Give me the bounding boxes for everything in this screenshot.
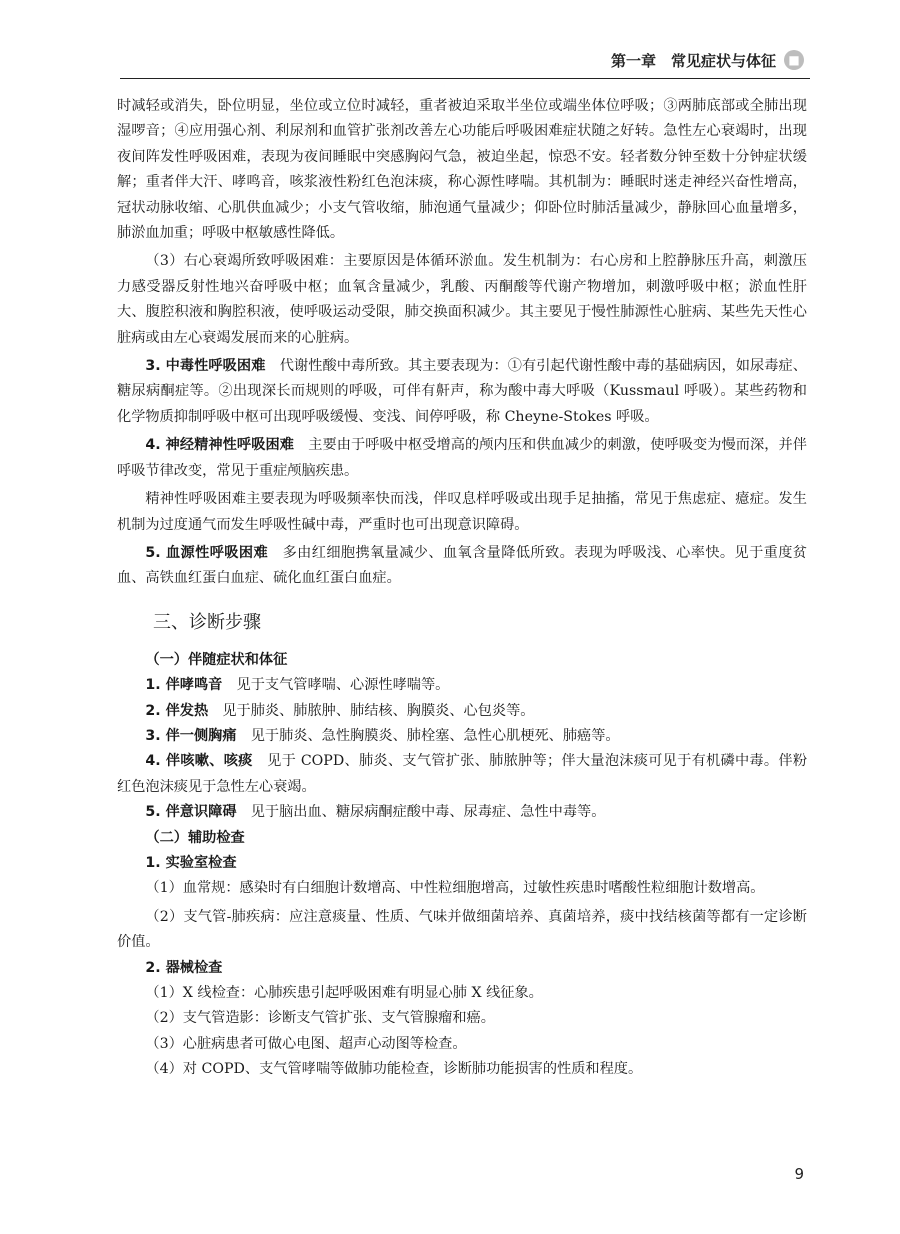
list-item: [117, 724, 807, 749]
paragraph-right-heart-failure: （3）右心衰竭所致呼吸困难：主要原因是体循环淤血。发生机制为：右心房和上腔静脉压升高，刺激压力感受器反射性地兴奋呼吸中枢；血氧含量减少，乳酸、丙酮酸等代谢产物增加，刺激呼吸中枢；淤血性肝大、腹腔积液和胸腔积液，使呼吸运动受限，肺交换面积减少。其主要见于慢性肺源性心脏病、某些先天性心脏病或由左心衰竭发展而来的心脏病。: [117, 253, 807, 346]
device-item-ecg: （3）心脏病患者可做心电图、超声心动图等检查。: [145, 1035, 467, 1052]
page-number: 9: [794, 1165, 804, 1183]
term-hematogenous-dyspnea: 血源性呼吸困难: [165, 544, 269, 561]
term-number: 4.: [145, 437, 166, 454]
device-exam-heading: [117, 956, 807, 981]
device-item-bronchography: （2）支气管造影：诊断支气管扩张、支气管腺瘤和癌。: [145, 1010, 495, 1027]
item-term: 伴一侧胸痛: [165, 727, 237, 744]
lab-exam-heading-text: 1. 实验室检查: [145, 854, 237, 871]
paragraph-left-heart-continued: 时减轻或消失，卧位明显，坐位或立位时减轻，重者被迫采取半坐位或端坐体位呼吸；③两肺底部或全肺出现湿啰音；④应用强心剂、利尿剂和血管扩张剂改善左心功能后呼吸困难症状随之好转。急性左心衰竭时，出现夜间阵发性呼吸困难，表现为夜间睡眠中突感胸闷气急，被迫坐起，惊恐不安。轻者数分钟至数十分钟症状缓解；重者伴大汗、哮鸣音，咳浆液性粉红色泡沫痰，称心源性哮喘。其机制为：睡眠时迷走神经兴奋性增高，冠状动脉收缩、心肌供血减少；小支气管收缩，肺泡通气量减少；仰卧位时肺活量减少，静脉回心血量增多，肺淤血加重；呼吸中枢敏感性降低。: [117, 98, 807, 242]
term-number: 5.: [145, 544, 166, 561]
device-item-xray: （1）X 线检查：心肺疾患引起呼吸困难有明显心肺 X 线征象。: [145, 985, 543, 1001]
item-text: 见于 COPD、肺炎、支气管扩张、肺脓肿等；伴大量泡沫痰可见于有机磷中毒。伴粉红色泡沫痰见于急性左心衰竭。: [117, 753, 808, 795]
paragraph-hematogenous-dyspnea: [117, 541, 807, 592]
paragraph-neuropsychiatric-dyspnea: [117, 433, 807, 484]
item-term: 伴哮鸣音: [165, 677, 223, 694]
chapter-mark-icon: ■: [784, 50, 804, 70]
term-description: 代谢性酸中毒所致。其主要表现为：①有引起代谢性酸中毒的基础病因，如尿毒症、糖尿病酮症等。②出现深长而规则的呼吸，可伴有鼾声，称为酸中毒大呼吸（Kussmaul 呼吸）。某些药物和化学物质抑制呼吸中枢可出现呼吸缓慢、变浅、间停呼吸，称 Cheyne-Stokes 呼吸。: [117, 358, 807, 425]
list-item: [117, 699, 807, 724]
term-neuropsychiatric-dyspnea: 神经精神性呼吸困难: [165, 437, 294, 454]
paragraph-toxic-dyspnea: [117, 354, 807, 430]
item-text: 见于脑出血、糖尿病酮症酸中毒、尿毒症、急性中毒等。: [236, 804, 606, 821]
chapter-title: 第一章 常见症状与体征: [610, 52, 776, 70]
lab-exam-heading: [117, 851, 807, 876]
item-number: 3.: [145, 727, 166, 744]
list-item: [117, 749, 807, 800]
subheading-accompanying-signs: （一）伴随症状和体征: [145, 651, 288, 668]
item-number: 4.: [145, 753, 166, 770]
paragraph-psychogenic-dyspnea: 精神性呼吸困难主要表现为呼吸频率快而浅，伴叹息样呼吸或出现手足抽搐，常见于焦虑症、癔症。发生机制为过度通气而发生呼吸性碱中毒，严重时也可出现意识障碍。: [117, 491, 807, 533]
item-text: 见于肺炎、肺脓肿、肺结核、胸膜炎、心包炎等。: [208, 702, 535, 719]
item-number: 5.: [145, 804, 166, 821]
subheading-auxiliary-exams: （二）辅助检查: [145, 829, 245, 846]
device-item-lung-function: （4）对 COPD、支气管哮喘等做肺功能检查，诊断肺功能损害的性质和程度。: [145, 1061, 643, 1078]
page-body: [117, 94, 807, 1083]
item-term: 伴意识障碍: [165, 804, 237, 821]
term-description: 主要由于呼吸中枢受增高的颅内压和供血减少的刺激，使呼吸变为慢而深，并伴呼吸节律改变，常见于重症颅脑疾患。: [117, 437, 807, 479]
section-heading-diagnosis-steps: 三、诊断步骤: [153, 611, 261, 633]
device-exam-heading-text: 2. 器械检查: [145, 959, 223, 976]
lab-item-blood-routine: （1）血常规：感染时有白细胞计数增高、中性粒细胞增高，过敏性疾患时嗜酸性粒细胞计数增高。: [145, 880, 765, 897]
running-header: [120, 46, 810, 79]
item-text: 见于肺炎、急性胸膜炎、肺栓塞、急性心肌梗死、肺癌等。: [236, 727, 620, 744]
item-term: 伴发热: [165, 702, 209, 719]
item-text: 见于支气管哮喘、心源性哮喘等。: [222, 677, 450, 694]
list-item: [117, 800, 807, 825]
term-number: 3.: [145, 358, 166, 375]
lab-item-bronchopulmonary: （2）支气管-肺疾病：应注意痰量、性质、气味并做细菌培养、真菌培养，痰中找结核菌等都有一定诊断价值。: [117, 908, 807, 951]
item-number: 2.: [145, 702, 166, 719]
item-term: 伴咳嗽、咳痰: [165, 753, 253, 770]
item-number: 1.: [145, 677, 166, 694]
list-item: [117, 673, 807, 698]
term-toxic-dyspnea: 中毒性呼吸困难: [165, 358, 266, 375]
term-description: 多由红细胞携氧量减少、血氧含量降低所致。表现为呼吸浅、心率快。见于重度贫血、高铁血红蛋白血症、硫化血红蛋白血症。: [117, 544, 807, 587]
